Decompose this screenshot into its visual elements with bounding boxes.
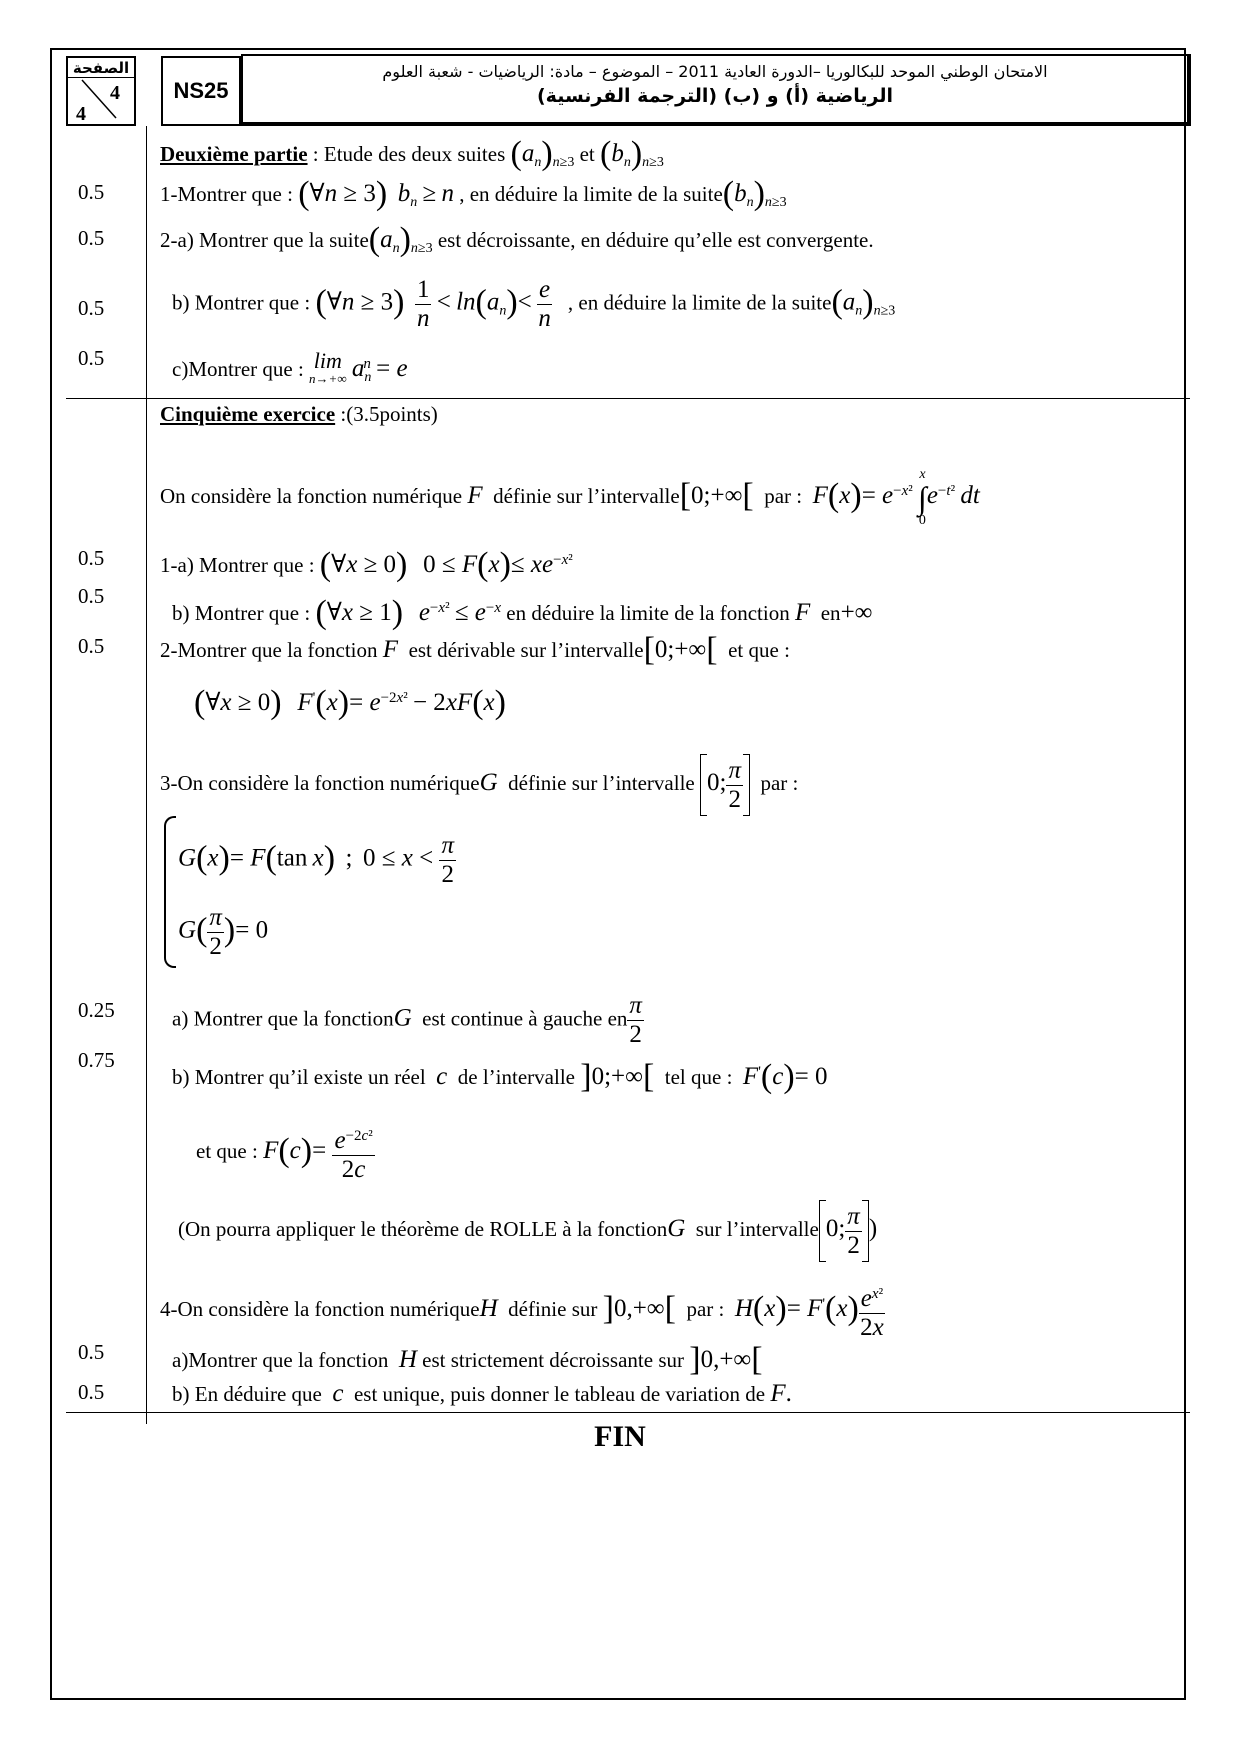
q5-3b-tail: tel que :	[664, 1065, 733, 1089]
question-5-4b: b) En déduire que c est unique, puis donner le tableau de variation de F.	[172, 1380, 792, 1407]
question-5-3b-hint: (On pourra appliquer le théorème de ROLLE à la fonctionG sur l’intervalle 0; $\frac{\pi}{2}$ )	[178, 1200, 877, 1262]
q5-4-mid: définie sur	[508, 1296, 598, 1321]
end-divider	[66, 1412, 1190, 1413]
q5-3b-and: et que :	[196, 1138, 258, 1163]
points-q2a: 0.5	[78, 226, 105, 250]
q5-3b-hint: (On pourra appliquer le théorème de ROLLE à la fonction	[178, 1216, 668, 1241]
exercise5-points: :(3.5points)	[335, 402, 438, 426]
points-q2c: 0.5	[78, 346, 105, 370]
q5-4-text: 4-On considère la fonction numérique	[160, 1296, 480, 1321]
q5-4a-text: a)Montrer que la fonction	[172, 1348, 389, 1372]
exercise5-heading	[160, 400, 438, 428]
q5-1b-end: en	[820, 601, 841, 625]
q5-1a-text: 1-a) Montrer que :	[160, 553, 315, 577]
question-5-4a: a)Montrer que la fonction H est strictement décroissante sur ]0,+∞[	[172, 1341, 763, 1378]
intro-par: par :	[764, 483, 803, 508]
question-2-2a: 2-a) Montrer que la $suite(a_n)_{n\ge 3}$ est décroissante, en déduire qu’elle est convergente.	[160, 221, 874, 258]
q5-2-text: 2-Montrer que la fonction	[160, 638, 378, 662]
q2a-tail: est décroissante, en déduire qu’elle est convergente.	[437, 228, 874, 252]
points-5-3a: 0.25	[78, 998, 115, 1022]
q5-4a-tail: est strictement décroissante sur	[422, 1348, 684, 1372]
points-column-divider	[146, 126, 147, 1424]
question-5-3b-cond: et que : F(c)= $\frac{e^{-2c^2}}{2c}$	[196, 1122, 375, 1184]
points-5-3b: 0.75	[78, 1048, 115, 1072]
q5-4-par: par :	[686, 1296, 725, 1321]
q5-3b-text: b) Montrer qu’il existe un réel	[172, 1065, 426, 1089]
q5-3a-text: a) Montrer que la fonction	[172, 1006, 394, 1031]
q5-2-mid: est dérivable sur l’intervalle	[408, 638, 644, 662]
question-2-1: 1-Montrer que : (∀n ≥ 3) $b_n \ge n$ , en déduire la limite de la $suite(b_n)_{n\ge 3}$	[160, 175, 787, 212]
q2b-text: b) Montrer que :	[172, 290, 311, 315]
q5-1b-tail: en déduire la limite de la fonction	[506, 601, 790, 625]
points-5-1a: 0.5	[78, 546, 105, 570]
q5-3-par: par :	[760, 770, 799, 795]
derivative-formula: (∀x ≥ 0) $F'(x)= e^{-2x^2} - 2xF(x)$	[194, 684, 506, 721]
question-5-2: 2-Montrer que la fonction F est dérivable sur l’intervalle[0;+∞[ et que :	[160, 631, 790, 668]
q5-3-mid: définie sur l’intervalle	[508, 770, 695, 795]
points-q2b: 0.5	[78, 296, 105, 320]
points-5-4b: 0.5	[78, 1380, 105, 1404]
piecewise-brace	[164, 816, 176, 968]
q2b-tail: , en déduire la limite de la suite	[567, 290, 832, 315]
exam-title-line2: الرياضية (أ) و (ب) (الترجمة الفرنسية)	[536, 85, 894, 107]
exam-title-line1: الامتحان الوطني الموحد للبكالوريا –الدورة العادية 2011 – الموضوع – مادة: الرياضيات - شعبة العلوم	[382, 62, 1048, 81]
question-5-3: 3-On considère la fonction numériqueG définie sur l’intervalle 0; $\frac{\pi}{2}$ par :	[160, 754, 798, 816]
section-divider	[66, 398, 1190, 399]
q5-3b-mid: de l’intervalle	[457, 1065, 575, 1089]
exam-code: NS25	[161, 56, 241, 126]
points-5-4a: 0.5	[78, 1340, 105, 1364]
question-2-2c: c)Montrer que : lim n→+∞ $a_n^n = e$	[172, 348, 408, 386]
page-label: الصفحة	[68, 59, 134, 78]
question-5-3a: a) Montrer que la fonctionG est continue à gauche en $\frac{\pi}{2}$	[172, 992, 642, 1048]
points-5-2: 0.5	[78, 634, 105, 658]
q5-2-tail: et que :	[728, 638, 790, 662]
question-5-1b: b) Montrer que : (∀x ≥ 1) $e^{-x^2} \le e^{-x}$ en déduire la limite de la fonction F en+∞	[172, 594, 873, 631]
q5-3a-tail: est continue à gauche en	[422, 1006, 628, 1031]
part2-title: Deuxième partie	[160, 142, 308, 166]
piecewise-case1: G(x)= F(tan x) ; 0 ≤ x < $\frac{\pi}{2}$	[178, 832, 454, 888]
exercise5-title: Cinquième exercice	[160, 402, 336, 426]
page-number-box	[66, 56, 136, 126]
end-marker: FIN	[594, 1420, 646, 1453]
question-5-3b: b) Montrer qu’il existe un réel c de l’intervalle ]0;+∞[ tel que : F'(c)= 0	[172, 1058, 828, 1095]
intro-mid: définie sur l’intervalle	[493, 483, 680, 508]
exercise5-intro: On considère la fonction numérique F définie sur l’intervalle[0;+∞[ par : $F(x)= e^{-x^2}$ x ∫ 0 $e^{-t^2}$ dt	[160, 467, 980, 528]
q2c-text: c)Montrer que :	[172, 357, 304, 381]
part2-heading: Deuxième partie : Etude des deux suites $(a_n)_{n\ge 3}$ et $(b_n)_{n\ge 3}$	[160, 135, 664, 172]
q2a-text: 2-a) Montrer que la suite	[160, 228, 369, 252]
page-number: 4	[110, 82, 120, 104]
page-total: 4	[76, 103, 86, 125]
q5-3-text: 3-On considère la fonction numérique	[160, 770, 480, 795]
points-q1: 0.5	[78, 180, 105, 204]
part2-intro: : Etude des deux suites	[307, 142, 506, 166]
question-5-4: 4-On considère la fonction numériqueH définie sur ]0,+∞[ par : H(x)= F'(x) $\frac{e^{x^2}}{2x}$	[160, 1280, 885, 1342]
exam-title-box	[241, 54, 1191, 126]
q5-3b-hint-mid: sur l’intervalle	[695, 1216, 819, 1241]
intro-text: On considère la fonction numérique	[160, 483, 463, 508]
q5-4b-tail: est unique, puis donner le tableau de variation de	[353, 1382, 766, 1406]
question-2-2b: b) Montrer que : (∀n ≥ 3) $\frac{1}{n}$ < $\ln(a_n)<$ $\frac{e}{n}$ , en déduire la limite de la $suite(a_n)_{n\ge 3}$	[172, 276, 896, 332]
q5-4b-text: b) En déduire que	[172, 1382, 322, 1406]
q5-1b-text: b) Montrer que :	[172, 601, 311, 625]
q1-text: 1-Montrer que :	[160, 182, 293, 206]
q1-tail: , en déduire la limite de la suite	[459, 182, 723, 206]
points-5-1b: 0.5	[78, 584, 105, 608]
question-5-1a: 1-a) Montrer que : (∀x ≥ 0) $0 \le F(x)\le xe^{-x^2}$	[160, 546, 573, 583]
piecewise-case2: G( $\frac{\pi}{2}$ )= 0	[178, 904, 269, 960]
